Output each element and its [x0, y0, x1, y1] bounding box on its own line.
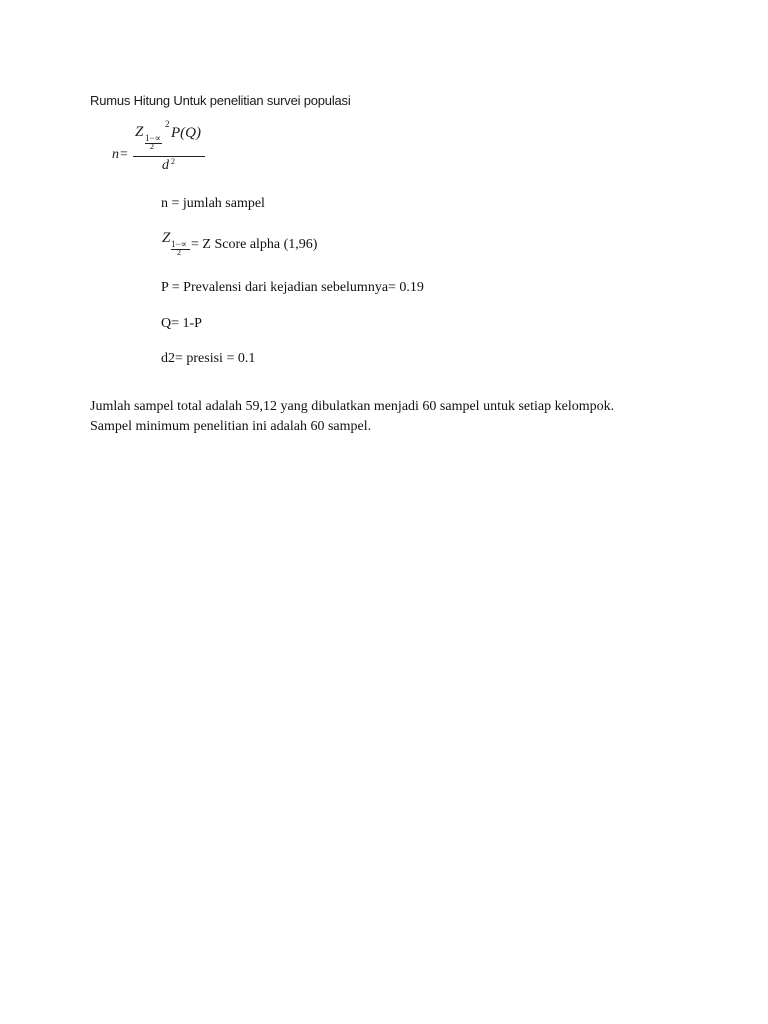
- conclusion-line-2: Sampel minimum penelitian ini adalah 60 sampel.: [90, 419, 372, 434]
- page-heading: Rumus Hitung Untuk penelitian survei populasi: [90, 93, 351, 108]
- sample-size-formula: [112, 119, 222, 178]
- formula-denominator-exponent: 2: [171, 157, 175, 166]
- formula-z-subscript-bottom: 2: [150, 142, 154, 151]
- formula-z-exponent: 2: [165, 119, 170, 129]
- formula-z-subscript-top: 1−∝: [145, 133, 161, 143]
- conclusion-paragraph: [90, 397, 690, 437]
- conclusion-line-1: Jumlah sampel total adalah 59,12 yang dibulatkan menjadi 60 sampel untuk setiap kelompok.: [90, 399, 615, 414]
- definition-q: Q= 1-P: [161, 316, 202, 331]
- definition-z-subscript-top: 1−∝: [171, 239, 187, 249]
- definition-z: [161, 230, 461, 264]
- definition-n: n = jumlah sampel: [161, 196, 265, 211]
- definition-z-subscript-bottom: 2: [177, 248, 181, 257]
- definition-p: P = Prevalensi dari kejadian sebelumnya= 0.19: [161, 280, 424, 295]
- formula-lhs: n=: [112, 147, 129, 162]
- definition-z-symbol: Z: [162, 230, 171, 246]
- formula-pq: P(Q): [171, 125, 201, 141]
- formula-z-symbol: Z: [135, 124, 144, 140]
- formula-fraction-line: [133, 156, 205, 157]
- formula-denominator: d: [162, 158, 169, 173]
- definition-d2: d2= presisi = 0.1: [161, 351, 256, 366]
- definition-z-text: = Z Score alpha (1,96): [191, 237, 318, 252]
